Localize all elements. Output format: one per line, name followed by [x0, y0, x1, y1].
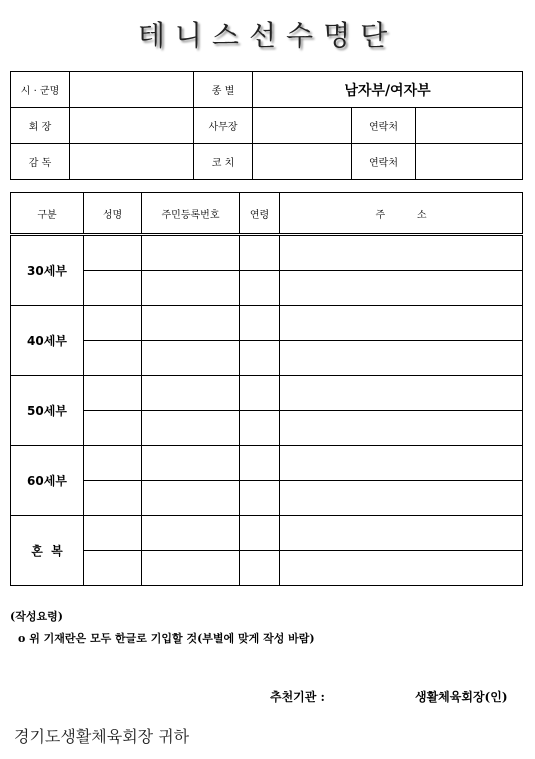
name-cell[interactable]	[84, 271, 142, 306]
id-number-cell[interactable]	[142, 411, 240, 446]
recommender-value: 생활체육회장(인)	[415, 690, 508, 704]
id-number-cell[interactable]	[142, 481, 240, 516]
division-label: 30세부	[11, 235, 84, 306]
player-roster-table	[10, 192, 523, 586]
info-row	[11, 144, 523, 180]
id-number-cell[interactable]	[142, 235, 240, 271]
instructions-line	[18, 630, 315, 646]
address-cell[interactable]	[280, 411, 523, 446]
age-cell[interactable]	[240, 411, 280, 446]
form-title: 테니스선수명단	[137, 19, 398, 52]
id-number-cell[interactable]	[142, 551, 240, 586]
secretary-label: 사무장	[194, 108, 253, 144]
contact-label: 연락처	[352, 108, 416, 144]
roster-row	[11, 411, 523, 446]
roster-row	[11, 551, 523, 586]
division-label: 60세부	[11, 446, 84, 516]
secretary-input[interactable]	[253, 108, 352, 144]
roster-row	[11, 481, 523, 516]
address-cell[interactable]	[280, 271, 523, 306]
age-cell[interactable]	[240, 481, 280, 516]
director-input[interactable]	[70, 144, 194, 180]
age-cell[interactable]	[240, 376, 280, 411]
division-label: 40세부	[11, 306, 84, 376]
address-cell[interactable]	[280, 306, 523, 341]
secretary-contact-input[interactable]	[416, 108, 523, 144]
address-cell[interactable]	[280, 551, 523, 586]
coach-input[interactable]	[253, 144, 352, 180]
name-cell[interactable]	[84, 446, 142, 481]
id-number-header: 주민등록번호	[142, 193, 240, 235]
age-cell[interactable]	[240, 271, 280, 306]
roster-row	[11, 376, 523, 411]
name-cell[interactable]	[84, 306, 142, 341]
roster-row	[11, 516, 523, 551]
division-header: 구분	[11, 193, 84, 235]
age-cell[interactable]	[240, 516, 280, 551]
address-cell[interactable]	[280, 446, 523, 481]
name-cell[interactable]	[84, 376, 142, 411]
name-header: 성명	[84, 193, 142, 235]
name-cell[interactable]	[84, 516, 142, 551]
info-row	[11, 72, 523, 108]
roster-header-row	[11, 193, 523, 235]
name-cell[interactable]	[84, 481, 142, 516]
coach-contact-input[interactable]	[416, 144, 523, 180]
id-number-cell[interactable]	[142, 306, 240, 341]
address-cell[interactable]	[280, 341, 523, 376]
contact-label: 연락처	[352, 144, 416, 180]
age-cell[interactable]	[240, 446, 280, 481]
region-label: 시 · 군명	[11, 72, 70, 108]
name-cell[interactable]	[84, 341, 142, 376]
address-cell[interactable]	[280, 516, 523, 551]
roster-row	[11, 271, 523, 306]
age-cell[interactable]	[240, 235, 280, 271]
address-header: 주 소	[280, 193, 523, 235]
category-label: 종 별	[194, 72, 253, 108]
name-cell[interactable]	[84, 235, 142, 271]
address-cell[interactable]	[280, 235, 523, 271]
instructions-title: (작성요령)	[10, 610, 63, 623]
division-label: 50세부	[11, 376, 84, 446]
coach-label: 코 치	[194, 144, 253, 180]
age-cell[interactable]	[240, 341, 280, 376]
roster-row	[11, 306, 523, 341]
division-label: 혼 복	[11, 516, 84, 586]
age-cell[interactable]	[240, 551, 280, 586]
name-cell[interactable]	[84, 551, 142, 586]
addressee: 경기도생활체육회장 귀하	[14, 727, 190, 746]
chair-input[interactable]	[70, 108, 194, 144]
roster-row	[11, 341, 523, 376]
roster-row	[11, 446, 523, 481]
bullet-icon: o	[18, 632, 26, 645]
info-row	[11, 108, 523, 144]
chair-label: 회 장	[11, 108, 70, 144]
team-info-table	[10, 71, 523, 180]
id-number-cell[interactable]	[142, 446, 240, 481]
id-number-cell[interactable]	[142, 516, 240, 551]
id-number-cell[interactable]	[142, 376, 240, 411]
id-number-cell[interactable]	[142, 341, 240, 376]
instructions-text: 위 기재란은 모두 한글로 기입할 것(부별에 맞게 작성 바람)	[29, 632, 315, 645]
address-cell[interactable]	[280, 481, 523, 516]
recommender-label: 추천기관 :	[270, 690, 325, 704]
category-value: 남자부/여자부	[253, 72, 523, 108]
roster-row	[11, 235, 523, 271]
region-input[interactable]	[70, 72, 194, 108]
id-number-cell[interactable]	[142, 271, 240, 306]
address-cell[interactable]	[280, 376, 523, 411]
age-cell[interactable]	[240, 306, 280, 341]
director-label: 감 독	[11, 144, 70, 180]
name-cell[interactable]	[84, 411, 142, 446]
age-header: 연령	[240, 193, 280, 235]
